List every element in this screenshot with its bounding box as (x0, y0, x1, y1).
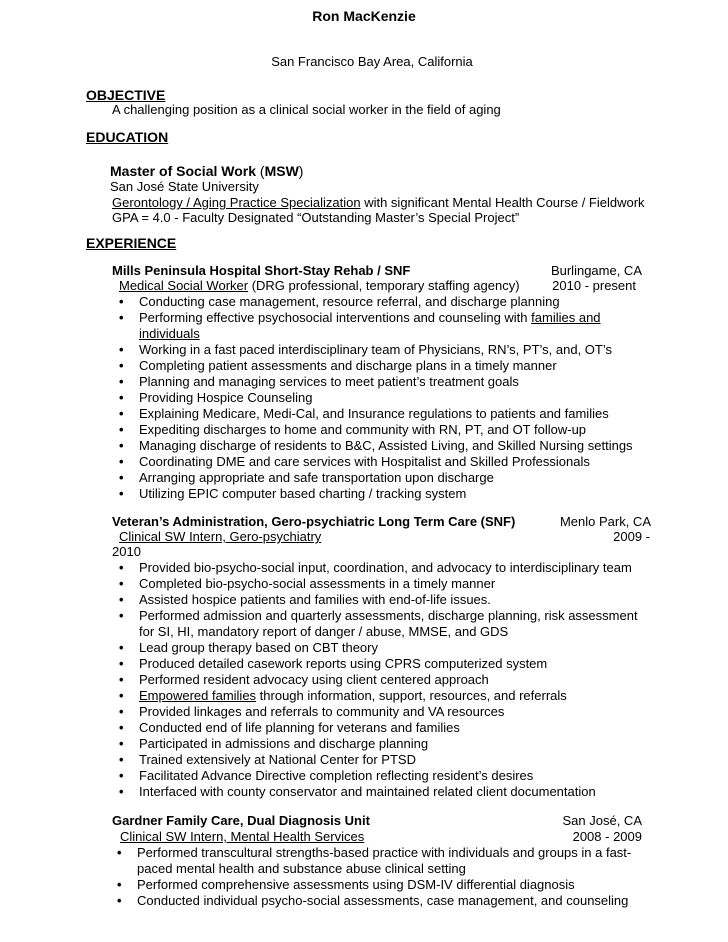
degree-abbr: MSW (264, 163, 299, 179)
list-item (112, 845, 631, 877)
job-1-duties (114, 294, 633, 502)
list-item: • Conducting case management, resource referral, and discharge planning (114, 294, 633, 310)
list-item (114, 310, 633, 342)
list-item: • Produced detailed casework reports using CPRS computerized system (114, 656, 638, 672)
list-item: • Planning and managing services to meet patient’s treatment goals (114, 374, 633, 390)
list-item: • Completed bio-psycho-social assessments in a timely manner (114, 576, 638, 592)
resume-location: San Francisco Bay Area, California (271, 54, 473, 69)
list-item: • Assisted hospice patients and families with end-of-life issues. (114, 592, 638, 608)
resume-name: Ron MacKenzie (312, 8, 416, 24)
experience-heading: EXPERIENCE (86, 235, 177, 251)
duty-link: Empowered families (139, 688, 257, 703)
list-item: • Provided linkages and referrals to community and VA resources (114, 704, 638, 720)
job-3-location: San José, CA (562, 813, 642, 828)
objective-heading: OBJECTIVE (86, 87, 166, 103)
job-2-dates-cont: 2010 (112, 544, 141, 559)
job-1-title: Medical Social Worker (119, 278, 249, 293)
list-item: • Trained extensively at National Center for PTSD (114, 752, 638, 768)
duty-link: families and (531, 310, 601, 325)
job-2-location: Menlo Park, CA (559, 514, 651, 529)
list-item: • Utilizing EPIC computer based charting / tracking system (114, 486, 633, 502)
job-2-title: Clinical SW Intern, Gero-psychiatry (119, 529, 322, 544)
list-item: • Explaining Medicare, Medi-Cal, and Insurance regulations to patients and families (114, 406, 633, 422)
job-3-duties (112, 845, 631, 909)
list-item: • Managing discharge of residents to B&C, Assisted Living, and Skilled Nursing settings (114, 438, 633, 454)
job-2-employer: Veteran’s Administration, Gero-psychiatric Long Term Care (SNF) (112, 514, 516, 529)
gpa-line: GPA = 4.0 - Faculty Designated “Outstanding Master’s Special Project” (112, 210, 520, 225)
list-item (114, 608, 638, 640)
job-1-employer: Mills Peninsula Hospital Short-Stay Rehab / SNF (112, 263, 411, 278)
duty-text: Performed transcultural strengths-based practice with individuals and groups in a fast- (137, 845, 632, 860)
job-3-title: Clinical SW Intern, Mental Health Services (120, 829, 365, 844)
list-item: • Participated in admissions and discharge planning (114, 736, 638, 752)
degree-name: Master of Social Work (110, 163, 257, 179)
degree-paren-close: ) (298, 163, 304, 179)
education-heading: EDUCATION (86, 129, 169, 145)
duty-text: through information, support, resources, and referrals (259, 688, 567, 703)
list-item: • Conducted end of life planning for veterans and families (114, 720, 638, 736)
job-1-title-note: (DRG professional, temporary staffing agency) (248, 278, 520, 293)
job-1-dates: 2010 - present (552, 278, 636, 293)
job-3-employer: Gardner Family Care, Dual Diagnosis Unit (112, 813, 370, 828)
list-item: • Provided bio-psycho-social input, coordination, and advocacy to interdisciplinary team (114, 560, 638, 576)
list-item: • Expediting discharges to home and community with RN, PT, and OT follow-up (114, 422, 633, 438)
list-item: • Providing Hospice Counseling (114, 390, 633, 406)
list-item: • Interfaced with county conservator and maintained related client documentation (114, 784, 638, 800)
degree-line (110, 162, 303, 180)
list-item (114, 688, 638, 704)
degree-paren-open: ( (259, 163, 265, 179)
list-item: • Facilitated Advance Directive completion reflecting resident’s desires (114, 768, 638, 784)
duty-text: Performing effective psychosocial interventions and counseling with (139, 310, 528, 325)
list-item: • Completing patient assessments and discharge plans in a timely manner (114, 358, 633, 374)
job-1-title-line (119, 278, 520, 294)
school-name: San José State University (110, 179, 259, 194)
list-item: • Arranging appropriate and safe transportation upon discharge (114, 470, 633, 486)
list-item: • Working in a fast paced interdisciplinary team of Physicians, RN’s, PT’s, and, OT’s (114, 342, 633, 358)
specialization-link: Gerontology / Aging Practice Specialization (112, 195, 361, 210)
duty-text: Performed admission and quarterly assessments, discharge planning, risk assessment (139, 608, 638, 623)
list-item: • Performed resident advocacy using client centered approach (114, 672, 638, 688)
list-item: • Coordinating DME and care services with Hospitalist and Skilled Professionals (114, 454, 633, 470)
job-3-dates: 2008 - 2009 (572, 829, 642, 844)
duty-text-cont: paced mental health and substance abuse clinical setting (137, 861, 466, 876)
duty-link-cont: individuals (139, 326, 200, 341)
job-2-dates: 2009 - (613, 529, 650, 544)
list-item: • Performed comprehensive assessments using DSM-IV differential diagnosis (112, 877, 631, 893)
specialization-line (112, 195, 645, 211)
duty-text-cont: for SI, HI, mandatory report of danger / abuse, MMSE, and GDS (139, 624, 509, 639)
job-2-duties (114, 560, 638, 800)
list-item: • Conducted individual psycho-social assessments, case management, and counseling (112, 893, 631, 909)
objective-text: A challenging position as a clinical social worker in the field of aging (112, 102, 501, 117)
job-1-location: Burlingame, CA (550, 263, 642, 278)
list-item: • Lead group therapy based on CBT theory (114, 640, 638, 656)
specialization-rest: with significant Mental Health Course / Fieldwork (360, 195, 645, 210)
